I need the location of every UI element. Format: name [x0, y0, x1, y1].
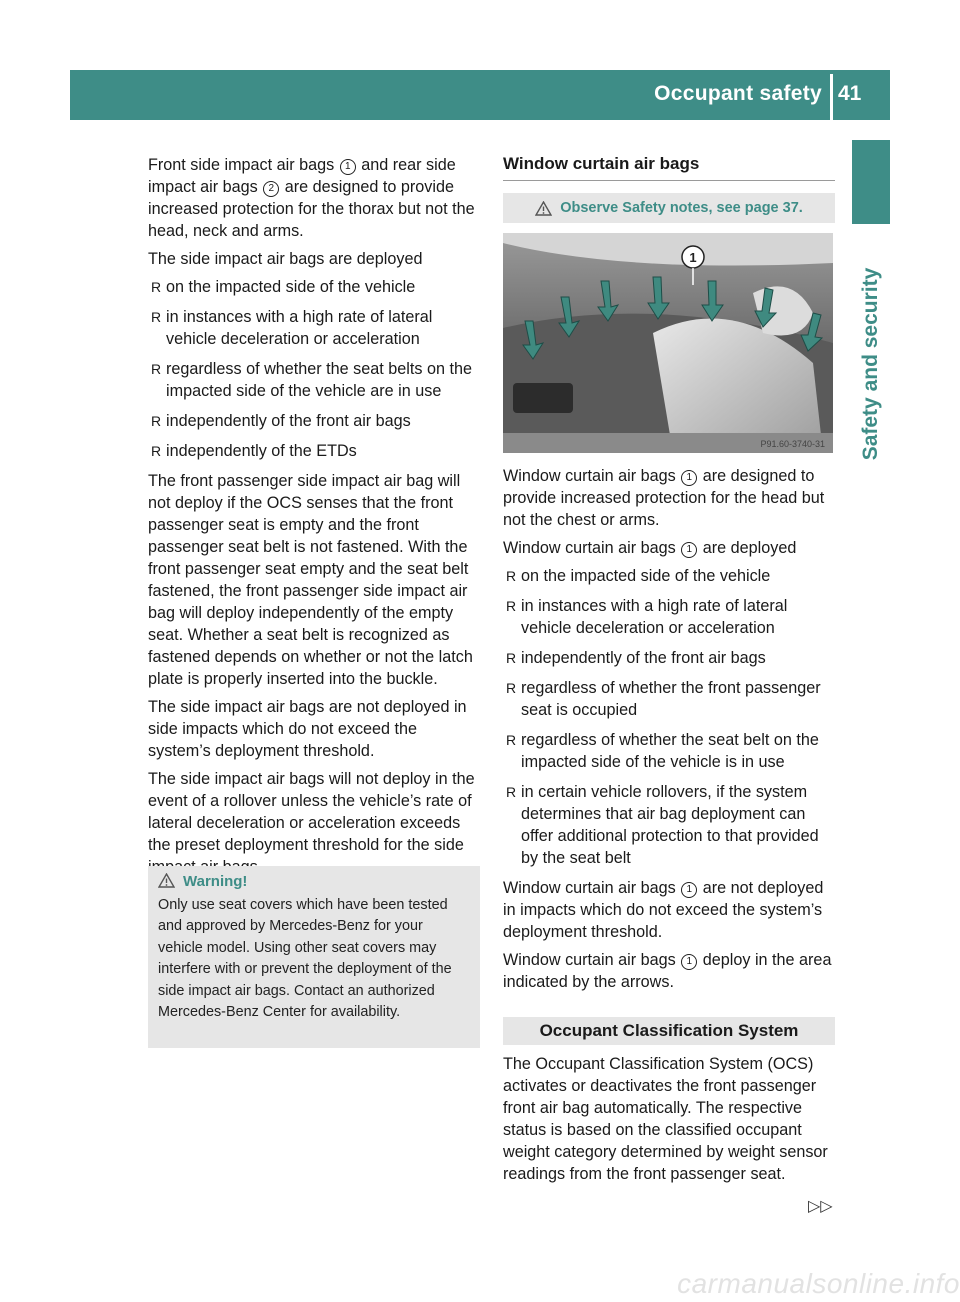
watermark: carmanualsonline.info [677, 1268, 960, 1299]
header-divider [830, 74, 833, 120]
section-heading: Window curtain air bags [503, 154, 700, 173]
callout-1: 1 [681, 470, 697, 486]
heading-rule [503, 180, 835, 181]
paragraph: Window curtain air bags 1 are not deployed in impacts which do not exceed the system’s deployment threshold. [503, 879, 824, 941]
paragraph: The side impact air bags are not deployed in side impacts which do not exceed the system’s deployment threshold. [148, 698, 467, 760]
callout-1: 1 [681, 542, 697, 558]
list-item: R on the impacted side of the vehicle [506, 567, 771, 585]
right-column [503, 152, 835, 1191]
vehicle-interior-illustration [503, 233, 833, 453]
bullet-list [503, 565, 835, 869]
callout-2: 2 [263, 181, 279, 197]
left-column [148, 154, 482, 884]
bullet-list [148, 276, 482, 462]
callout-1: 1 [340, 159, 356, 175]
paragraph: The front passenger side impact air bag will not deploy if the OCS senses that the front passenger seat is empty and the front passenger seat belt is not fastened. With the front passenger seat empty and the seat belt fastened, the front passenger side impact air bag will deploy independently of the empty seat. Whether a seat belt is recognized as fastened depends on whether or not the latch plate is properly inserted into the buckle. [148, 472, 473, 688]
warning-triangle-icon [158, 873, 175, 888]
paragraph: The side impact air bags are deployed [148, 250, 423, 268]
side-marker [852, 140, 890, 224]
ocs-heading: Occupant Classification System [503, 1017, 835, 1045]
list-item: R on the impacted side of the vehicle [151, 278, 416, 296]
curtain-airbag-figure [503, 233, 833, 453]
warning-triangle-icon [535, 201, 552, 216]
list-item: R regardless of whether the front passenger seat is occupied [506, 679, 821, 719]
page-number: 41 [838, 82, 862, 105]
paragraph: The side impact air bags will not deploy in the event of a rollover unless the vehicle’s rate of lateral deceleration or acceleration exceeds the preset deployment threshold for the side [148, 770, 475, 854]
warning-box [148, 866, 480, 1048]
paragraph: The Occupant Classification System (OCS) activates or deactivates the front passenger front air bag automatically. The respective status is based on the classified occupant weight category determined by weight sensor readings from the front passenger seat. [503, 1055, 828, 1183]
warning-heading: Warning! [148, 866, 480, 893]
continued-arrow-icon: ▷▷ [808, 1198, 833, 1215]
callout-1: 1 [681, 882, 697, 898]
warning-text: Only use seat covers which have been tested and approved by Mercedes-Benz for your vehicle model. Using other seat covers may interfere with or prevent the deployment of the side impact air bags. Contact an authorized Mercedes-Benz Center for availability. [158, 896, 452, 1020]
paragraph: Window curtain air bags 1 are designed to provide increased protection for the head but not the chest or arms. [503, 467, 825, 529]
list-item: R independently of the front air bags [151, 412, 411, 430]
paragraph: Front side impact air bags 1 and rear side impact air bags 2 are designed to provide increased protection for the thorax but not the head, neck and arms. [148, 156, 475, 240]
paragraph: Window curtain air bags 1 are deployed [503, 539, 797, 557]
figure-callout-label: 1 [689, 250, 697, 265]
section-tab-label: Safety and security [859, 267, 882, 461]
list-item: R regardless of whether the seat belts on the impacted side of the vehicle are in use [151, 360, 472, 400]
list-item: R in certain vehicle rollovers, if the system determines that air bag deployment can offer additional protection to that provided by the seat belt [506, 783, 819, 867]
paragraph: Window curtain air bags 1 deploy in the area indicated by the arrows. [503, 951, 832, 991]
page-title: Occupant safety [654, 82, 822, 105]
safety-note: Observe Safety notes, see page 37. [503, 193, 835, 223]
list-item: R regardless of whether the seat belt on the impacted side of the vehicle is in use [506, 731, 819, 771]
figure-code: P91.60-3740-31 [760, 439, 825, 449]
list-item: R independently of the ETDs [151, 442, 357, 460]
list-item: R in instances with a high rate of lateral vehicle deceleration or acceleration [151, 308, 433, 348]
list-item: R independently of the front air bags [506, 649, 766, 667]
list-item: R in instances with a high rate of lateral vehicle deceleration or acceleration [506, 597, 788, 637]
callout-1: 1 [681, 954, 697, 970]
